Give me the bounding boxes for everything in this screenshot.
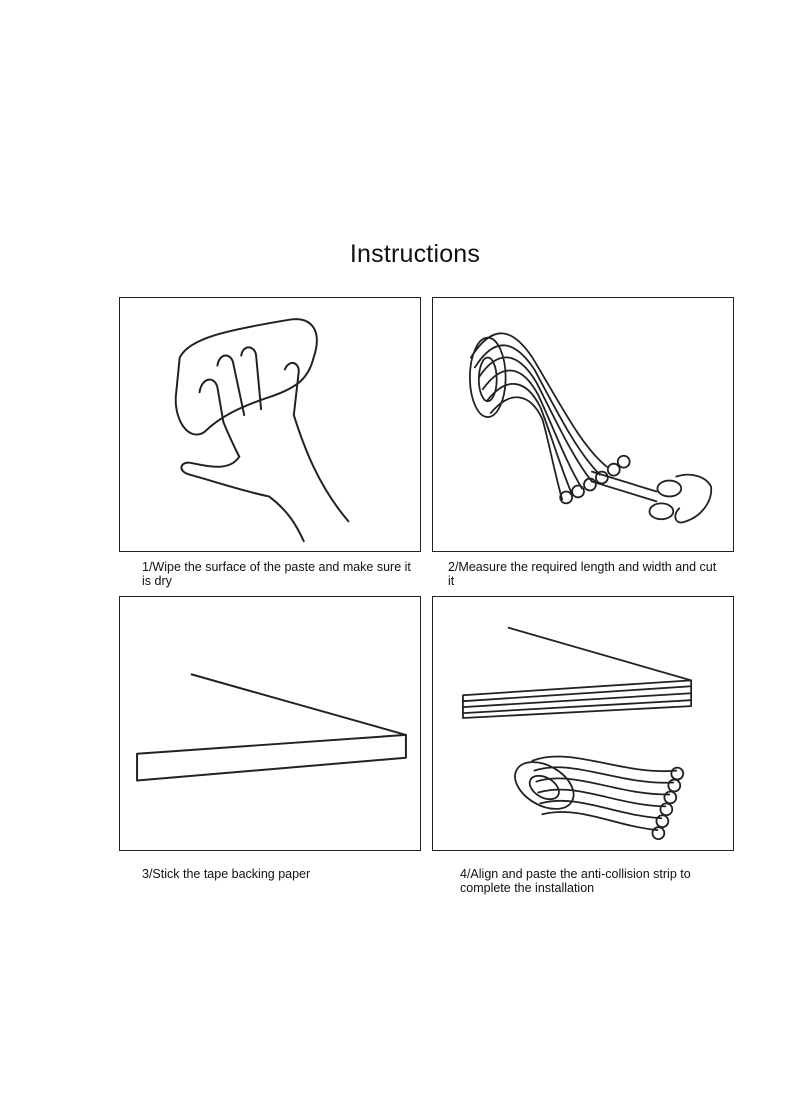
step-2-illustration (432, 297, 734, 552)
step-3-illustration (119, 596, 421, 851)
step-1-caption: 1/Wipe the surface of the paste and make sure it is dry (142, 560, 411, 588)
step-2-caption: 2/Measure the required length and width and cut it (448, 560, 717, 588)
page-title: Instructions (349, 240, 481, 268)
step-1-illustration (119, 297, 421, 552)
tape-backing-paper-icon (120, 597, 420, 850)
step-4-caption: 4/Align and paste the anti-collision strip to complete the installation (460, 867, 691, 895)
scissors-cutting-strip-icon (433, 298, 733, 551)
step-4-illustration (432, 596, 734, 851)
strip-installation-icon (433, 597, 733, 850)
hand-wiping-sponge-icon (120, 298, 420, 551)
step-3-caption: 3/Stick the tape backing paper (142, 867, 311, 881)
